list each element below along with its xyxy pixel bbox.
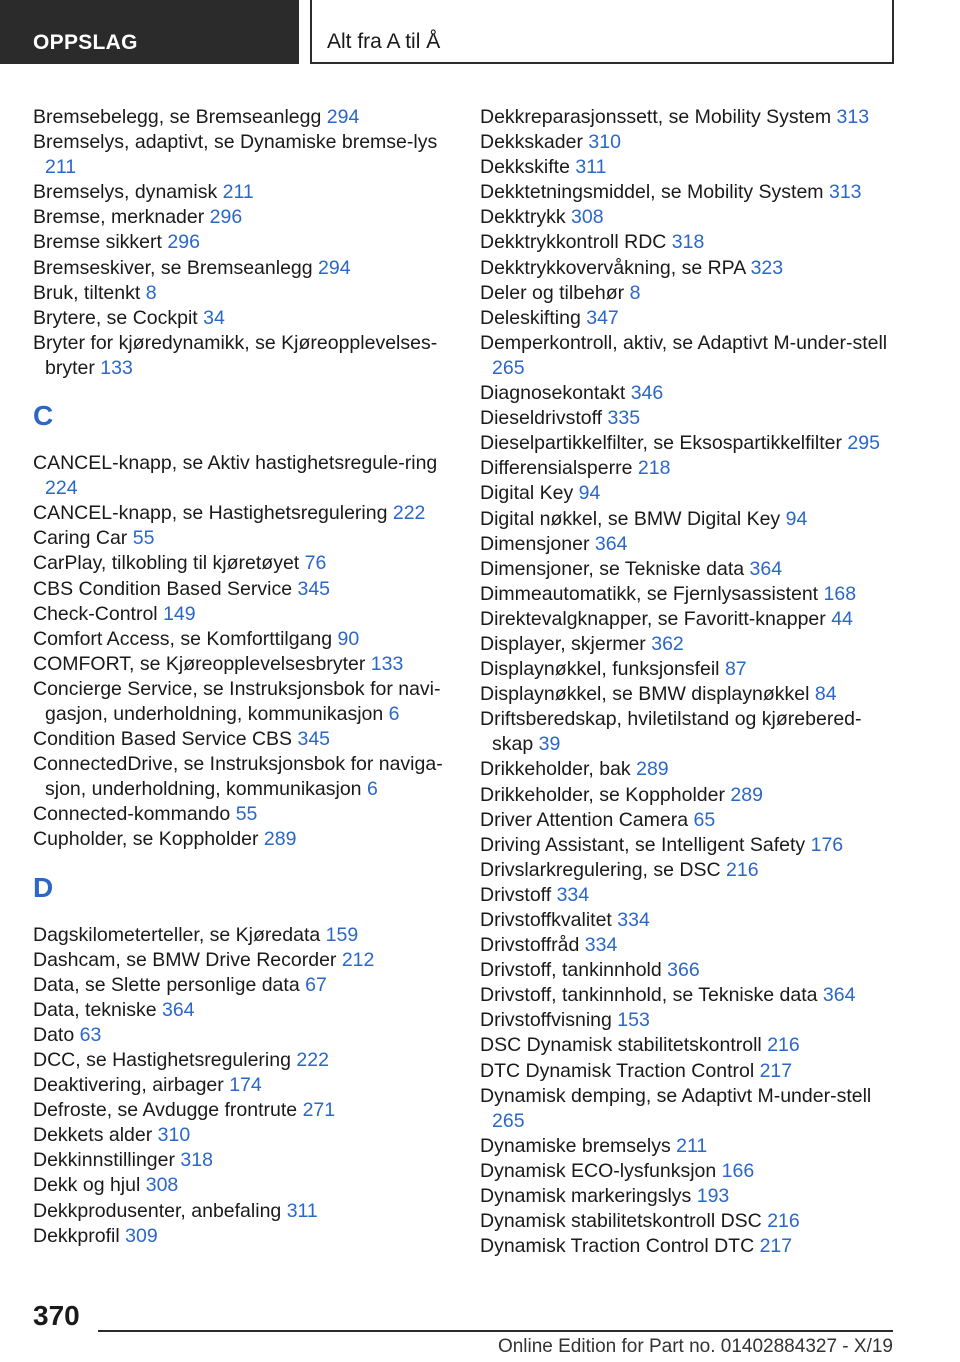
index-entry-term: Connected-kommando <box>33 803 231 826</box>
index-entry-term: DSC Dynamisk stabilitetskontroll <box>480 1034 762 1057</box>
index-entry-term: Dynamisk ECO-lysfunksjon <box>480 1159 717 1182</box>
index-entry-page-link[interactable]: 176 <box>810 833 844 856</box>
index-entry-term: Bremseskiver, se Bremseanlegg <box>33 256 313 279</box>
index-entry-term: Bryter for kjøredynamikk, se Kjøreopplevelses‐bryter <box>33 331 438 379</box>
index-entry-term: Dashcam, se BMW Drive Recorder <box>33 948 337 971</box>
index-entry-page-link[interactable]: 34 <box>203 306 225 329</box>
index-entry-term: Dynamiske bremselys <box>480 1134 671 1157</box>
index-entry-page-link[interactable]: 323 <box>750 256 784 279</box>
header-title: Alt fra A til Å <box>327 30 441 53</box>
index-entry <box>33 973 443 998</box>
index-entry-page-link[interactable]: 265 <box>492 356 525 379</box>
index-entry <box>480 582 890 607</box>
index-entry <box>480 1234 890 1259</box>
index-entry-term: Dynamisk stabilitetskontroll DSC <box>480 1210 762 1233</box>
index-entry-term: Concierge Service, se Instruksjonsbok for navi‐gasjon, underholdning, kommunikasjon <box>33 677 441 725</box>
index-entry <box>33 727 443 752</box>
index-entry-term: CANCEL-knapp, se Hastighetsregulering <box>33 502 388 525</box>
index-entry <box>480 130 890 155</box>
index-entry <box>33 501 443 526</box>
index-entry-page-link[interactable]: 334 <box>617 909 650 931</box>
index-entry <box>33 1173 443 1198</box>
index-entry-page-link[interactable]: 211 <box>222 181 254 204</box>
index-entry-page-link[interactable]: 94 <box>578 482 601 505</box>
index-entry-page-link[interactable]: 94 <box>785 507 808 530</box>
index-entry-page-link[interactable]: 295 <box>847 432 880 455</box>
index-entry <box>33 1199 443 1224</box>
index-entry <box>33 1224 443 1249</box>
index-entry-page-link[interactable]: 310 <box>588 131 621 154</box>
index-entry <box>480 933 890 958</box>
index-entry-term: Dato <box>33 1023 75 1046</box>
index-entry-term: Dynamisk Traction Control DTC <box>480 1235 755 1258</box>
index-entry-page-link[interactable]: 133 <box>100 356 133 379</box>
index-column-right <box>480 105 890 1259</box>
index-entry-term: Check-Control <box>33 602 158 625</box>
index-entry <box>33 998 443 1023</box>
index-entry-term: Deleskifting <box>480 306 581 329</box>
index-entry <box>33 451 443 501</box>
index-entry-page-link[interactable]: 8 <box>145 281 157 304</box>
index-entry-page-link[interactable]: 222 <box>296 1049 329 1071</box>
index-entry <box>33 526 443 551</box>
index-entry-page-link[interactable]: 216 <box>767 1210 800 1233</box>
index-entry-term: Dynamisk demping, se Adaptivt M-under‐stell <box>480 1084 872 1107</box>
index-entry <box>480 883 890 908</box>
index-entry-term: Bremsebelegg, se Bremseanlegg <box>33 106 322 128</box>
index-entry-term: Bremse sikkert <box>33 231 162 254</box>
index-entry-page-link[interactable]: 308 <box>571 206 604 229</box>
index-entry-term: Defroste, se Avdugge frontrute <box>33 1099 298 1122</box>
index-entry-page-link[interactable]: 153 <box>617 1009 650 1032</box>
index-entry <box>480 1008 890 1033</box>
index-entry-page-link[interactable]: 345 <box>297 728 331 751</box>
index-entry <box>33 256 443 281</box>
index-entry-term: Dekkskifte <box>480 156 570 179</box>
index-entry-page-link[interactable]: 265 <box>492 1109 525 1132</box>
index-entry-page-link[interactable]: 310 <box>157 1124 191 1147</box>
index-entry <box>480 431 890 456</box>
index-entry <box>480 607 890 632</box>
index-entry-term: Dekkprodusenter, anbefaling <box>33 1199 282 1222</box>
index-entry-term: Drivstoffkvalitet <box>480 909 612 931</box>
index-entry-term: Comfort Access, se Komforttilgang <box>33 627 333 650</box>
index-entry-page-link[interactable]: 39 <box>538 733 561 756</box>
index-entry-term: Demperkontroll, aktiv, se Adaptivt M-under‐stell <box>480 331 888 354</box>
index-entry-term: Brytere, se Cockpit <box>33 306 198 329</box>
index-entry <box>33 1098 443 1123</box>
index-entry-page-link[interactable]: 318 <box>180 1149 213 1172</box>
index-entry <box>480 406 890 431</box>
index-entry <box>33 652 443 677</box>
header-title-box <box>310 0 894 64</box>
index-entry-page-link[interactable]: 362 <box>651 632 684 655</box>
index-entry-page-link[interactable]: 313 <box>828 181 862 204</box>
index-entry-term: Digital nøkkel, se BMW Digital Key <box>480 507 781 530</box>
index-entry-page-link[interactable]: 296 <box>167 231 200 254</box>
index-entry <box>33 551 443 576</box>
index-entry-page-link[interactable]: 149 <box>163 602 196 625</box>
index-entry-term: Digital Key <box>480 482 574 505</box>
index-entry-term: Dekkinnstillinger <box>33 1149 175 1172</box>
index-entry-term: Drivstoffvisning <box>480 1009 612 1032</box>
index-entry-page-link[interactable]: 166 <box>721 1159 755 1182</box>
index-entry-term: Drivstoffråd <box>480 934 580 957</box>
index-entry-page-link[interactable]: 168 <box>823 582 857 605</box>
index-entry-page-link[interactable]: 216 <box>726 858 759 881</box>
index-entry <box>480 958 890 983</box>
index-entry <box>480 331 890 381</box>
index-entry-page-link[interactable]: 311 <box>575 156 607 179</box>
index-entry-page-link[interactable]: 211 <box>45 156 77 179</box>
index-entry-page-link[interactable]: 218 <box>637 457 671 480</box>
index-entry-term: CBS Condition Based Service <box>33 577 293 600</box>
index-entry <box>480 155 890 180</box>
index-entry <box>480 632 890 657</box>
index-entry-term: Diagnosekontakt <box>480 382 626 405</box>
index-entry-term: Caring Car <box>33 527 128 550</box>
index-entry-page-link[interactable]: 335 <box>607 407 641 430</box>
header-section-tab <box>0 0 299 64</box>
index-entry-page-link[interactable]: 84 <box>814 683 837 706</box>
index-entry-page-link[interactable]: 193 <box>696 1185 730 1208</box>
index-entry <box>480 507 890 532</box>
index-entry-term: Driver Attention Camera <box>480 808 689 831</box>
index-entry-term: Dekktetningsmiddel, se Mobility System <box>480 181 824 204</box>
index-entry-page-link[interactable]: 211 <box>676 1134 708 1157</box>
index-entry <box>33 752 443 802</box>
footer-divider <box>98 1330 893 1332</box>
index-entry <box>480 1184 890 1209</box>
index-entry-page-link[interactable]: 159 <box>325 923 359 946</box>
index-entry-page-link[interactable]: 271 <box>302 1099 336 1122</box>
index-entry <box>480 833 890 858</box>
index-entry-page-link[interactable]: 55 <box>132 527 155 550</box>
index-entry-term: Displaynøkkel, se BMW displaynøkkel <box>480 683 810 706</box>
index-entry <box>33 230 443 255</box>
index-entry <box>480 1084 890 1134</box>
index-column-left <box>33 105 443 1249</box>
index-entry-page-link[interactable]: 309 <box>125 1224 158 1247</box>
index-entry-term: Bremse, merknader <box>33 206 205 229</box>
index-entry <box>480 180 890 205</box>
index-entry-page-link[interactable]: 44 <box>831 607 853 630</box>
index-entry-page-link[interactable]: 8 <box>629 281 641 304</box>
index-entry <box>480 481 890 506</box>
index-entry <box>33 180 443 205</box>
index-entry-page-link[interactable]: 345 <box>297 577 331 600</box>
index-entry-page-link[interactable]: 313 <box>836 106 870 128</box>
index-entry-page-link[interactable]: 76 <box>304 552 327 575</box>
index-entry-term: Dynamisk markeringslys <box>480 1185 692 1208</box>
index-entry <box>33 677 443 727</box>
index-entry-term: Dekktrykkovervåkning, se RPA <box>480 256 746 279</box>
index-entry <box>33 205 443 230</box>
index-entry-page-link[interactable]: 289 <box>263 828 297 851</box>
index-entry <box>480 557 890 582</box>
index-entry <box>33 827 443 852</box>
index-entry-term: Driftsberedskap, hviletilstand og kjørebered‐skap <box>480 708 862 756</box>
index-entry-term: Cupholder, se Koppholder <box>33 828 259 851</box>
footer-edition-text: Online Edition for Part no. 01402884327 - X/19 <box>497 1336 893 1357</box>
index-entry <box>480 1059 890 1084</box>
index-entry-term: Dekk og hjul <box>33 1174 141 1197</box>
index-entry-page-link[interactable]: 334 <box>584 934 618 957</box>
index-entry-term: Dimmeautomatikk, se Fjernlysassistent <box>480 582 819 605</box>
index-entry-term: DCC, se Hastighetsregulering <box>33 1049 291 1071</box>
index-entry-term: Dagskilometerteller, se Kjøredata <box>33 923 321 946</box>
index-entry <box>33 802 443 827</box>
index-entry-page-link[interactable]: 364 <box>749 557 783 580</box>
index-entry <box>480 757 890 782</box>
index-entry <box>480 808 890 833</box>
index-entry <box>480 908 890 933</box>
index-entry-term: Dekkets alder <box>33 1124 153 1147</box>
index-entry-page-link[interactable]: 90 <box>337 627 360 650</box>
index-entry-term: Data, tekniske <box>33 998 157 1021</box>
index-entry-term: Condition Based Service CBS <box>33 728 293 751</box>
index-entry-term: CANCEL-knapp, se Aktiv hastighetsregule‐ring <box>33 452 438 475</box>
index-entry-page-link[interactable]: 217 <box>759 1235 793 1258</box>
index-entry <box>33 281 443 306</box>
index-entry-page-link[interactable]: 366 <box>667 959 700 982</box>
index-entry <box>33 331 443 381</box>
index-letter-heading: D <box>33 871 54 903</box>
index-entry-page-link[interactable]: 294 <box>318 256 351 279</box>
index-entry-term: Deaktivering, airbager <box>33 1074 224 1097</box>
index-entry <box>480 105 890 130</box>
index-entry-term: Dekktrykk <box>480 206 566 229</box>
index-entry-page-link[interactable]: 364 <box>822 984 856 1007</box>
index-entry <box>480 1159 890 1184</box>
index-entry <box>33 306 443 331</box>
index-entry <box>480 230 890 255</box>
index-entry <box>480 1134 890 1159</box>
index-entry-term: Dimensjoner <box>480 532 590 555</box>
index-entry-page-link[interactable]: 67 <box>305 973 327 996</box>
index-entry <box>480 306 890 331</box>
index-entry-term: Dekkreparasjonssett, se Mobility System <box>480 106 832 128</box>
index-entry-term: DTC Dynamisk Traction Control <box>480 1059 755 1082</box>
index-entry <box>480 983 890 1008</box>
index-entry-term: Drivstoff <box>480 883 552 906</box>
index-entry-term: Dekkprofil <box>33 1224 120 1247</box>
index-entry <box>480 707 890 757</box>
index-entry-page-link[interactable]: 347 <box>586 306 619 329</box>
index-entry-page-link[interactable]: 133 <box>370 652 404 675</box>
index-entry-page-link[interactable]: 174 <box>229 1074 262 1097</box>
index-entry-page-link[interactable]: 296 <box>209 206 243 229</box>
index-entry-page-link[interactable]: 55 <box>235 803 258 826</box>
index-entry-term: Dieselpartikkelfilter, se Eksospartikkelfilter <box>480 432 842 455</box>
index-entry <box>480 1209 890 1234</box>
index-entry <box>33 130 443 180</box>
index-entry-page-link[interactable]: 217 <box>759 1059 793 1082</box>
index-entry <box>480 682 890 707</box>
index-entry-term: Bruk, tiltenkt <box>33 281 141 304</box>
index-entry <box>480 1033 890 1058</box>
index-entry <box>480 281 890 306</box>
index-entry-page-link[interactable]: 311 <box>286 1199 318 1222</box>
index-entry-term: Bremselys, adaptivt, se Dynamiske bremse‐lys <box>33 131 438 154</box>
index-entry <box>33 627 443 652</box>
index-entry-term: Drivstoff, tankinnhold <box>480 959 662 982</box>
index-entry <box>480 532 890 557</box>
index-entry-term: Drikkeholder, bak <box>480 758 631 781</box>
index-entry <box>33 1048 443 1073</box>
index-entry-page-link[interactable]: 318 <box>671 231 705 254</box>
index-entry-page-link[interactable]: 308 <box>145 1174 179 1197</box>
header-section-label: OPPSLAG <box>33 31 138 54</box>
index-entry-page-link[interactable]: 364 <box>161 998 195 1021</box>
index-entry <box>33 577 443 602</box>
index-entry-page-link[interactable]: 212 <box>341 948 375 971</box>
index-entry-page-link[interactable]: 216 <box>767 1034 800 1057</box>
index-entry-term: Drikkeholder, se Koppholder <box>480 783 725 806</box>
index-entry-page-link[interactable]: 65 <box>693 808 716 831</box>
index-entry-term: Direktevalgknapper, se Favoritt-knapper <box>480 607 826 630</box>
index-entry-term: Dieseldrivstoff <box>480 407 603 430</box>
index-entry-term: Displayer, skjermer <box>480 632 646 655</box>
index-entry-term: Dekkskader <box>480 131 583 154</box>
index-entry-term: CarPlay, tilkobling til kjøretøyet <box>33 552 300 575</box>
index-entry <box>480 381 890 406</box>
index-entry-term: Dekktrykkontroll RDC <box>480 231 667 254</box>
index-entry <box>33 1073 443 1098</box>
index-entry <box>33 1148 443 1173</box>
index-entry <box>33 1023 443 1048</box>
index-entry-page-link[interactable]: 289 <box>730 783 763 806</box>
index-entry <box>480 256 890 281</box>
index-entry <box>33 948 443 973</box>
index-entry-page-link[interactable]: 224 <box>45 477 78 500</box>
index-entry-page-link[interactable]: 346 <box>630 382 664 405</box>
index-entry-term: Dimensjoner, se Tekniske data <box>480 557 745 580</box>
index-entry-page-link[interactable]: 222 <box>392 502 426 525</box>
index-entry-page-link[interactable]: 364 <box>594 532 628 555</box>
page-number: 370 <box>33 1300 80 1331</box>
index-entry-term: Driving Assistant, se Intelligent Safety <box>480 833 806 856</box>
index-entry-page-link[interactable]: 289 <box>636 758 669 781</box>
index-entry-page-link[interactable]: 6 <box>366 778 378 801</box>
index-entry <box>480 858 890 883</box>
index-entry <box>480 657 890 682</box>
index-entry-term: Drivstoff, tankinnhold, se Tekniske data <box>480 984 818 1007</box>
index-entry-term: Bremselys, dynamisk <box>33 181 218 204</box>
index-entry <box>33 602 443 627</box>
index-entry <box>33 1123 443 1148</box>
index-entry-term: Deler og tilbehør <box>480 281 625 304</box>
index-entry-term: COMFORT, se Kjøreopplevelsesbryter <box>33 652 366 675</box>
index-entry-term: ConnectedDrive, se Instruksjonsbok for naviga‐sjon, underholdning, kommunikasjon <box>33 753 443 801</box>
index-entry <box>33 105 443 130</box>
index-entry-page-link[interactable]: 294 <box>326 106 360 128</box>
index-entry-term: Data, se Slette personlige data <box>33 973 300 996</box>
index-entry <box>33 923 443 948</box>
index-entry-term: Drivslarkregulering, se DSC <box>480 858 721 881</box>
index-entry-page-link[interactable]: 87 <box>724 658 747 681</box>
index-letter-heading: C <box>33 400 54 432</box>
index-entry <box>480 783 890 808</box>
index-entry <box>480 456 890 481</box>
index-entry-page-link[interactable]: 334 <box>556 883 590 906</box>
index-entry-page-link[interactable]: 6 <box>388 702 400 725</box>
index-entry-term: Displaynøkkel, funksjonsfeil <box>480 658 720 681</box>
index-entry <box>480 205 890 230</box>
index-entry-page-link[interactable]: 63 <box>79 1023 102 1046</box>
index-entry-term: Differensialsperre <box>480 457 633 480</box>
